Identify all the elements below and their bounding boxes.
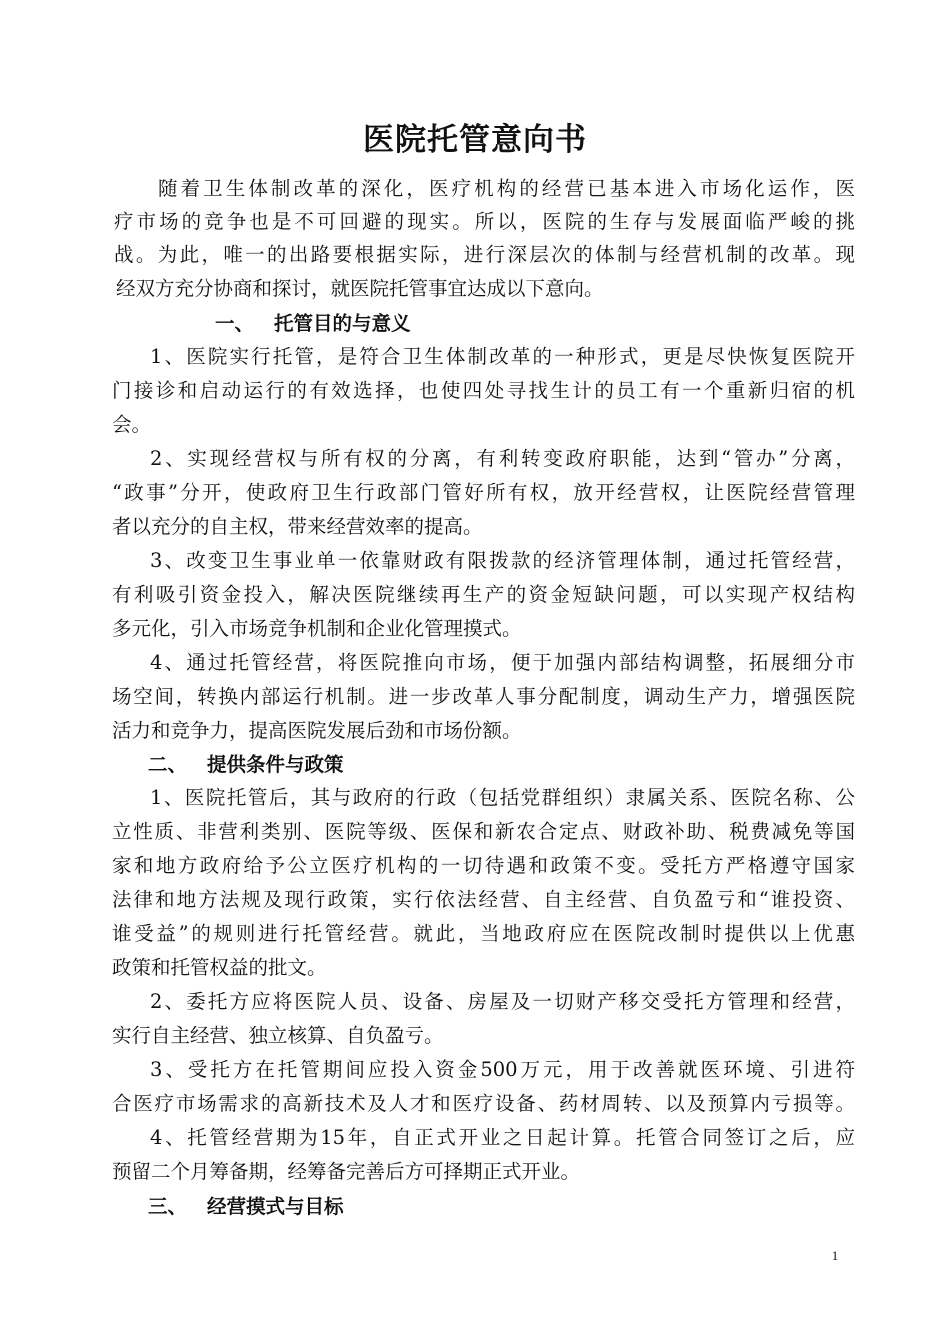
body-line: 家和地方政府给予公立医疗机构的一切待遇和政策不变。受托方严格遵守国家 [112, 854, 855, 877]
section-number: 三、 [148, 1195, 188, 1218]
body-line: 谁受益”的规则进行托管经营。就此，当地政府应在医院改制时提供以上优惠 [112, 922, 855, 945]
section-heading-3 [148, 1190, 344, 1224]
section-number: 二、 [148, 753, 188, 776]
intro-line: 随着卫生体制改革的深化，医疗机构的经营已基本进入市场化运作，医 [158, 177, 855, 200]
body-line: 门接诊和启动运行的有效选择，也使四处寻找生计的员工有一个重新归宿的机 [112, 379, 855, 402]
body-line: 合医疗市场需求的高新技术及人才和医疗设备、药材周转、以及预算内亏损等。 [112, 1092, 855, 1115]
page-number: 1 [831, 1248, 839, 1263]
body-line: 者以充分的自主权，带来经营效率的提高。 [112, 515, 483, 538]
body-line: 3、受托方在托管期间应投入资金500万元，用于改善就医环境、引进符 [150, 1058, 855, 1081]
body-line: 多元化，引入市场竞争机制和企业化管理摸式。 [112, 617, 522, 640]
body-line: 3、改变卫生事业单一依靠财政有限拨款的经济管理体制，通过托管经营， [150, 549, 855, 572]
body-line: 活力和竞争力，提高医院发展后劲和市场份额。 [112, 719, 522, 742]
document-title: 医院托管意向书 [363, 122, 587, 158]
body-line: 1、医院托管后，其与政府的行政（包括党群组织）隶属关系、医院名称、公 [150, 786, 855, 809]
section-number: 一、 [215, 312, 255, 335]
body-line: 1、医院实行托管，是符合卫生体制改革的一种形式，更是尽快恢复医院开 [150, 345, 855, 368]
body-line: 4、托管经营期为15年，自正式开业之日起计算。托管合同签订之后，应 [150, 1126, 855, 1149]
body-line: 政策和托管权益的批文。 [112, 956, 327, 979]
section-title: 托管目的与意义 [274, 312, 411, 335]
section-title: 经营摸式与目标 [207, 1195, 344, 1218]
section-heading-2 [148, 748, 344, 782]
intro-line: 疗市场的竞争也是不可回避的现实。所以，医院的生存与发展面临严峻的挑 [114, 210, 855, 233]
body-line: 会。 [112, 413, 152, 436]
body-line: 2、实现经营权与所有权的分离，有利转变政府职能，达到“管办”分离， [150, 447, 855, 470]
section-title: 提供条件与政策 [207, 753, 344, 776]
body-line: 实行自主经营、独立核算、自负盈亏。 [112, 1024, 444, 1047]
intro-line: 战。为此，唯一的出路要根据实际，进行深层次的体制与经营机制的改革。现 [114, 243, 855, 266]
body-line: 有利吸引资金投入，解决医院继续再生产的资金短缺问题，可以实现产权结构 [112, 583, 855, 606]
body-line: 立性质、非营利类别、医院等级、医保和新农合定点、财政补助、税费减免等国 [112, 820, 855, 843]
intro-line: 经双方充分协商和探讨，就医院托管事宜达成以下意向。 [116, 277, 604, 300]
body-line: 法律和地方法规及现行政策，实行依法经营、自主经营、自负盈亏和“谁投资、 [112, 888, 855, 911]
body-line: 场空间，转换内部运行机制。进一步改革人事分配制度，调动生产力，增强医院 [112, 685, 855, 708]
body-line: “政事”分开，使政府卫生行政部门管好所有权，放开经营权，让医院经营管理 [112, 481, 855, 504]
body-line: 2、委托方应将医院人员、设备、房屋及一切财产移交受托方管理和经营， [150, 990, 855, 1013]
body-line: 预留二个月筹备期，经筹备完善后方可择期正式开业。 [112, 1160, 581, 1183]
section-heading-1 [215, 307, 411, 341]
body-line: 4、通过托管经营，将医院推向市场，便于加强内部结构调整，拓展细分市 [150, 651, 855, 674]
